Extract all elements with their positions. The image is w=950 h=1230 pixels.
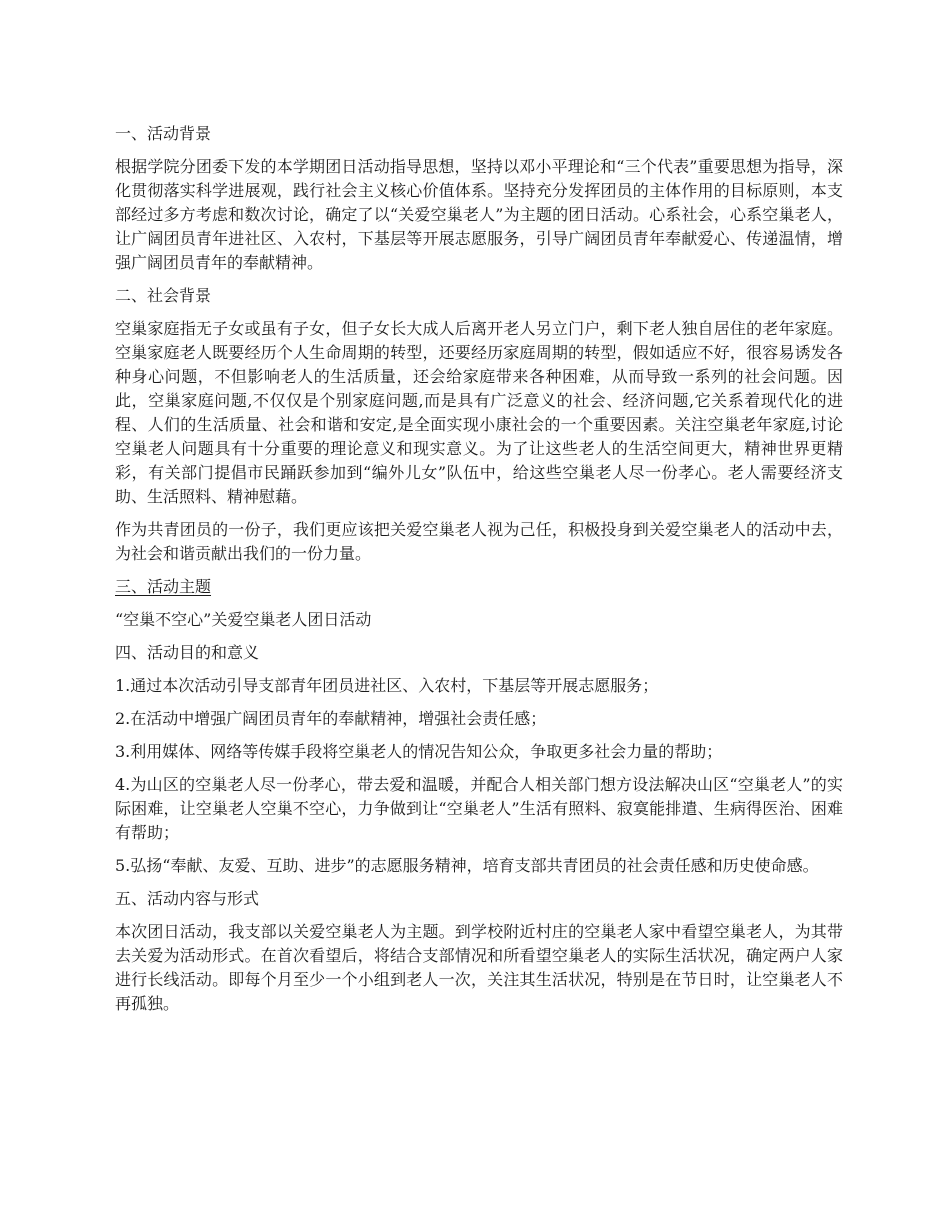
purpose-item-2: 2.在活动中增强广阔团员青年的奉献精神，增强社会责任感； <box>115 709 547 728</box>
purpose-item-1: 1.通过本次活动引导支部青年团员进社区、入农村，下基层等开展志愿服务； <box>115 676 659 695</box>
purpose-item-5: 5.弘扬“奉献、友爱、互助、进步”的志愿服务精神，培育支部共青团员的社会责任感和历史使命感。 <box>115 856 819 875</box>
section-heading-content-format: 五、活动内容与形式 <box>115 889 260 908</box>
paragraph-social-background: 空巢家庭指无子女或虽有子女，但子女长大成人后离开老人另立门户，剩下老人独自居住的老年家庭。空巢家庭老人既要经历个人生命周期的转型，还要经历家庭周期的转型，假如适应不好，很容易诱发各种身心问题，不但影响老人的生活质量，还会给家庭带来各种困难，从而导致一系列的社会问题。因此，空巢家庭问题,不仅仅是个别家庭问题,而是具有广泛意义的社会、经济问题,它关系着现代化的进程、人们的生活质量、社会和谐和安定,是全面实现小康社会的一个重要因素。关注空巢老年家庭,讨论空巢老人问题具有十分重要的理论意义和现实意义。为了让这些老人的生活空间更大，精神世界更精彩，有关部门提倡市民踊跃参加到“编外儿女”队伍中，给这些空巢老人尽一份孝心。老人需要经济支助、生活照料、精神慰藉。 <box>115 319 843 506</box>
paragraph-league-responsibility: 作为共青团员的一份子，我们更应该把关爱空巢老人视为己任，积极投身到关爱空巢老人的活动中去，为社会和谐贡献出我们的一份力量。 <box>115 520 843 563</box>
section-heading-purpose-significance: 四、活动目的和意义 <box>115 643 260 662</box>
activity-theme-heading-text: 三、活动主题 <box>115 577 212 596</box>
section-heading-social-background: 二、社会背景 <box>115 286 212 305</box>
document-page <box>115 122 843 1025</box>
section-heading-activity-background: 一、活动背景 <box>115 124 212 143</box>
purpose-item-3: 3.利用媒体、网络等传媒手段将空巢老人的情况告知公众，争取更多社会力量的帮助； <box>115 742 723 761</box>
section-heading-activity-theme <box>115 575 843 599</box>
activity-theme-text: “空巢不空心”关爱空巢老人团日活动 <box>115 610 372 629</box>
paragraph-activity-background: 根据学院分团委下发的本学期团日活动指导思想，坚持以邓小平理论和“三个代表”重要思想为指导，深化贯彻落实科学进展观，践行社会主义核心价值体系。坚持充分发挥团员的主体作用的目标原则，本支部经过多方考虑和数次讨论，确定了以“关爱空巢老人”为主题的团日活动。心系社会，心系空巢老人，让广阔团员青年进社区、入农村，下基层等开展志愿服务，引导广阔团员青年奉献爱心、传递温情，增强广阔团员青年的奉献精神。 <box>115 157 843 272</box>
paragraph-content-format: 本次团日活动，我支部以关爱空巢老人为主题。到学校附近村庄的空巢老人家中看望空巢老人，为其带去关爱为活动形式。在首次看望后，将结合支部情况和所看望空巢老人的实际生活状况，确定两户人家进行长线活动。即每个月至少一个小组到老人一次，关注其生活状况，特别是在节日时，让空巢老人不再孤独。 <box>115 922 843 1013</box>
purpose-item-4: 4.为山区的空巢老人尽一份孝心，带去爱和温暖，并配合人相关部门想方设法解决山区“空巢老人”的实际困难，让空巢老人空巢不空心，力争做到让“空巢老人”生活有照料、寂寞能排遣、生病得医治、困难有帮助； <box>115 775 843 842</box>
